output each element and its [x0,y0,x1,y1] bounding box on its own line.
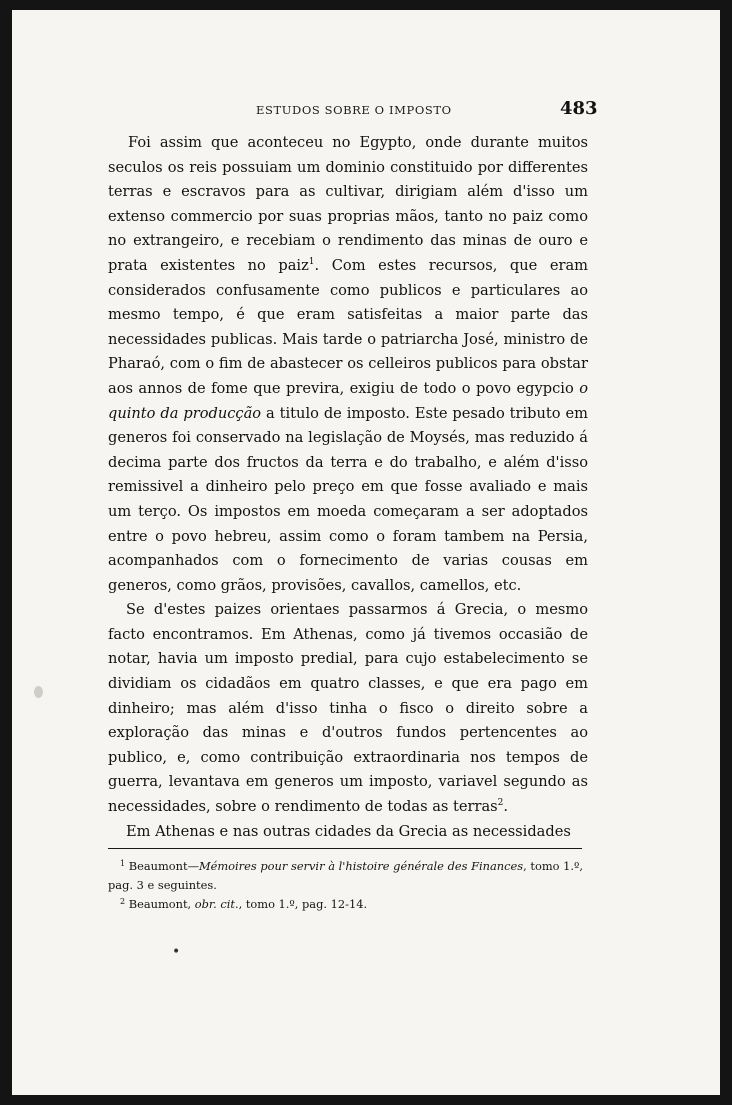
footnote-author: Beaumont, [125,897,195,911]
footnote-1 [108,857,583,895]
footnote-detail: , tomo 1.º, pag. 12-14. [238,897,368,911]
footnote-ref-2: 2 [497,798,504,809]
footnote-ref-1: 1 [308,256,315,267]
footnotes [108,857,583,914]
footnote-marker: 2 [120,897,126,906]
paragraph-text: Foi assim que aconteceu no Egypto, onde durante muitos seculos os reis possuiam um dominio constituido por differentes terras e escravos para as cultivar, dirigiam além d'isso um extenso commercio por suas proprias mãos, tanto no paiz como no extrangeiro, e recebiam o rendimento das minas de ouro e prata existentes no paiz [108,134,588,274]
paragraph-text: a titulo de imposto. Este pesado tributo em generos foi conservado na legislação de Moysés, mas reduzido á decima parte dos fructos da terra e do trabalho, e além d'isso remissivel a dinheiro pelo preço em que fosse avaliado e mais um terço. Os impostos em moeda começaram a ser adoptados entre o povo hebreu, assim como o foram tambem na Persia, acompanhados com o fornecimento de varias cousas em generos, como grãos, provisões, cavallos, camellos, etc. [108,404,588,594]
paper-blemish [34,686,43,698]
footnote-abbr: obr. cit. [194,897,239,911]
footnote-marker: 1 [120,859,126,868]
footnote-2 [108,895,583,914]
paragraph-text: Se d'estes paizes orientaes passarmos á Grecia, o mesmo facto encontramos. Em Athenas, como já tivemos occasião de notar, havia um imposto predial, para cujo estabelecimento se dividiam os cidadãos em quatro classes, e que era pago em dinheiro; mas além d'isso tinha o fisco o direito sobre a exploração das minas e d'outros fundos pertencentes ao publico, e, como contribuição extraordinaria nos tempos de guerra, levantava em generos um imposto, variavel segundo as necessidades, sobre o rendimento de todas as terras [108,601,588,816]
footnote-separator [108,848,582,849]
footnote-detail: , tomo 1.º, pag. 3 e seguintes. [108,859,583,892]
book-page [12,10,720,1095]
emphasis-quinto: o quinto da producção [108,379,588,422]
body-text [108,131,588,844]
paragraph-greece [108,598,588,819]
paragraph-text: . Com estes recursos, que eram considerados confusamente como publicos e particulares ao mesmo tempo, é que eram satisfeitas a maior parte das necessidades publicas. Mais tarde o patriarcha José, ministro de Pharaó, com o fim de abastecer os celleiros publicos para obstar aos annos de fome que previra, exigiu de todo o povo egypcio [108,256,589,397]
paragraph-text: . [503,798,509,816]
footnote-title: Mémoires pour servir à l'histoire générale des Finances [198,859,524,873]
printer-mark: • [172,944,181,960]
paragraph-athens [108,820,588,845]
footnote-author: Beaumont— [125,859,199,873]
paragraph-text: Em Athenas e nas outras cidades da Grecia as necessidades [126,822,571,840]
paragraph-egypt [108,131,588,598]
page-header [12,98,720,121]
running-head: ESTUDOS SOBRE O IMPOSTO [256,103,452,117]
page-number: 483 [560,98,598,119]
